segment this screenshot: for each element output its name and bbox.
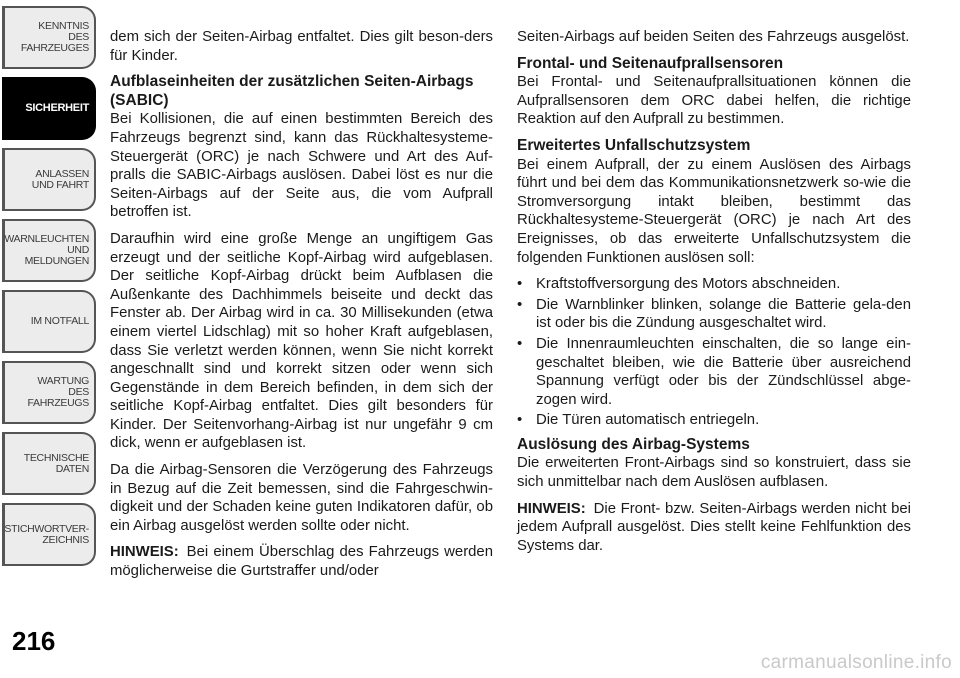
list-item [517, 335, 911, 409]
tab-sicherheit[interactable]: SICHERHEIT [2, 77, 96, 140]
paragraph: Bei Kollisionen, die auf einen bestimmten Bereich des Fahrzeugs begrenzt sind, kann das Rückhaltesysteme-Steuergerät (ORC) je nach Schwere und Art des Auf-pralls die SABIC-Airbags auslösen. Dabei löst es nur die Seiten-Airbags auf der Seite aus, die vom Aufprall betroffen ist. [110, 111, 493, 221]
bullet: • [517, 335, 523, 352]
tab-warnleuchten-und-meldungen[interactable]: WARNLEUCHTEN UND MELDUNGEN [2, 219, 96, 282]
section-heading-unfallschutz: Erweitertes Unfallschutzsystem [517, 136, 751, 154]
list-item-text: Kraftstoffversorgung des Motors abschneiden. [536, 276, 841, 293]
note-paragraph [110, 543, 493, 580]
list-item [517, 275, 911, 294]
paragraph: Die erweiterten Front-Airbags sind so konstruiert, dass sie sich unmittelbar nach dem Auslösen aufblasen. [517, 455, 911, 491]
note-label: HINWEIS: [110, 544, 179, 561]
tab-anlassen-und-fahrt[interactable]: ANLASSEN UND FAHRT [2, 148, 96, 211]
bullet: • [517, 276, 523, 293]
section-heading-sensors: Frontal- und Seitenaufprallsensoren [517, 54, 784, 72]
function-list [517, 275, 911, 430]
tab-technische-daten[interactable]: TECHNISCHE DATEN [2, 432, 96, 495]
tab-kenntnis-des-fahrzeuges[interactable]: KENNTNIS DES FAHRZEUGES [2, 6, 96, 69]
paragraph: Da die Airbag-Sensoren die Verzögerung des Fahrzeugs in Bezug auf die Zeit bemessen, sind die Fahrgeschwin-digkeit und der Schaden keine guten Indikatoren dafür, ob ein Airbag ausgelöst werden sollte oder nicht. [110, 462, 493, 534]
note-text: Die Front- bzw. Seiten-Airbags werden nicht bei jedem Aufprall ausgelöst. Dies stellt keine Fehlfunktion des Systems dar. [517, 500, 911, 554]
paragraph: Bei Frontal- und Seitenaufprallsituationen können die Aufprallsensoren dem ORC dabei helfen, die richtige Reaktion auf den Aufprall zu bestimmen. [517, 74, 911, 128]
bullet: • [517, 296, 523, 313]
paragraph: Bei einem Aufprall, der zu einem Auslösen des Airbags führt und bei dem das Kommunikationsnetzwerk so-wie die Stromversorgung intakt bleiben, bestimmt das Rückhaltesysteme-Steuergerät (ORC) je nach Art des Ereignisses, ob das erweiterte Unfallschutzsystem die folgenden Funktionen auslösen soll: [517, 156, 911, 266]
paragraph: dem sich der Seiten-Airbag entfaltet. Dies gilt beson-ders für Kinder. [110, 29, 493, 64]
tab-stichwortverzeichnis[interactable]: STICHWORTVER- ZEICHNIS [2, 503, 96, 566]
right-column [517, 28, 911, 563]
list-item-text: Die Türen automatisch entriegeln. [536, 412, 760, 429]
list-item [517, 296, 911, 333]
list-item [517, 411, 911, 430]
left-column [110, 28, 493, 589]
list-item-text: Die Innenraumleuchten einschalten, die so lange ein-geschaltet bleiben, wie die Batterie über ausreichend Spannung verfügt oder bis der Zündschlüssel abge-zogen wird. [536, 335, 911, 408]
section-heading-sabic: Aufblaseinheiten der zusätzlichen Seiten-Airbags (SABIC) [110, 73, 474, 109]
paragraph: Seiten-Airbags auf beiden Seiten des Fahrzeugs ausgelöst. [517, 29, 910, 45]
page-number: 216 [12, 626, 56, 656]
chapter-sidebar [0, 0, 100, 678]
note-label: HINWEIS: [517, 500, 586, 517]
paragraph: Daraufhin wird eine große Menge an ungiftigem Gas erzeugt und der seitliche Kopf-Airbag wird aufgeblasen. Der seitliche Kopf-Airbag drückt beim Aufblasen die Außenkante des Dachhimmels beiseite und deckt das Fenster ab. Der Airbag wird in ca. 30 Millisekunden (etwa einem viertel Lidschlag) mit so hoher Kraft aufgeblasen, dass Sie verletzt werden können, wenn Sie nicht korrekt angeschnallt sind und korrekt sitzen oder wenn sich Gegenstände in dem Bereich befinden, in dem sich der seitliche Kopf-Airbag entfaltet. Dies gilt besonders für Kinder. Der Seitenvorhang-Airbag ist nur ungefähr 9 cm dick, wenn er aufgeblasen ist. [110, 230, 493, 452]
watermark: carmanualsonline.info [760, 652, 952, 673]
list-item-text: Die Warnblinker blinken, solange die Batterie gela-den ist oder bis die Zündung ausgeschaltet wird. [536, 296, 911, 332]
bullet: • [517, 412, 523, 429]
note-paragraph [517, 500, 911, 556]
section-heading-ausloesung: Auslösung des Airbag-Systems [517, 435, 750, 453]
tab-wartung-des-fahrzeugs[interactable]: WARTUNG DES FAHRZEUGS [2, 361, 96, 424]
note-text: Bei einem Überschlag des Fahrzeugs werden möglicherweise die Gurtstraffer und/oder [110, 544, 493, 580]
tab-im-notfall[interactable]: IM NOTFALL [2, 290, 96, 353]
